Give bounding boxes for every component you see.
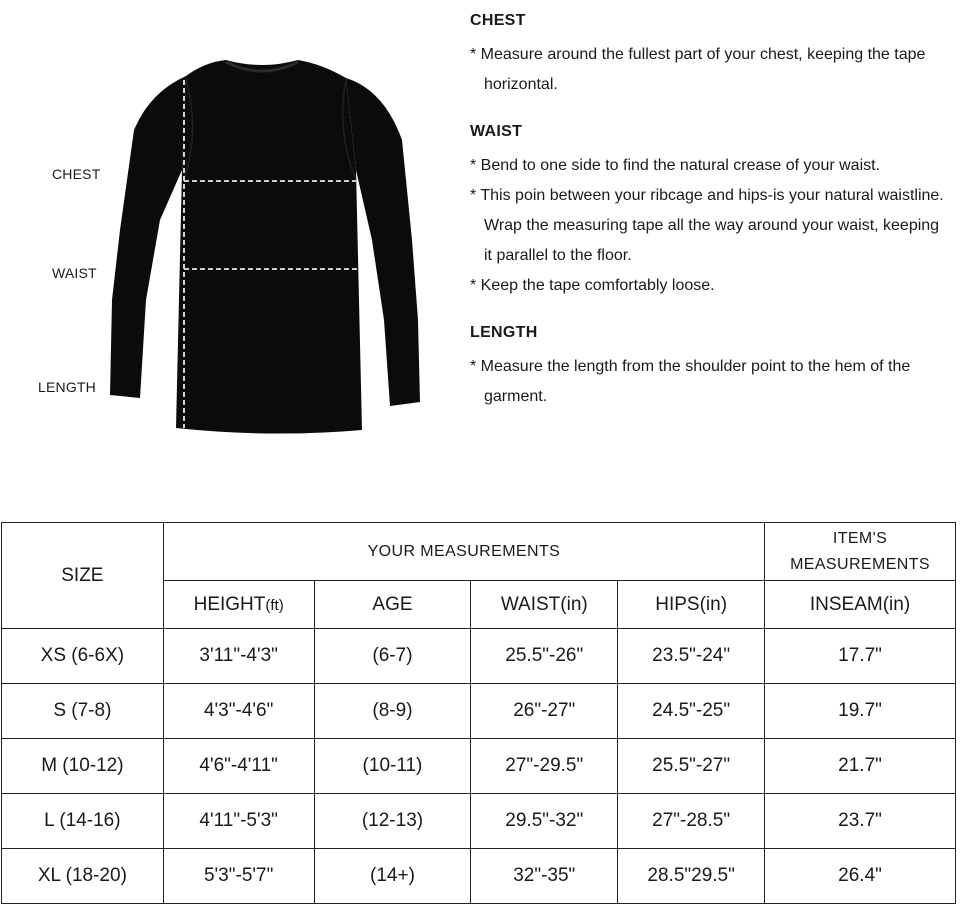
your-measurements-header: YOUR MEASUREMENTS xyxy=(163,523,764,581)
length-instructions xyxy=(470,324,950,412)
chest-heading: CHEST xyxy=(470,12,526,29)
items-measurements-header: ITEM'S MEASUREMENTS xyxy=(765,523,956,581)
age-cell: (6-7) xyxy=(314,629,471,684)
waist-heading: WAIST xyxy=(470,123,523,140)
waist-cell: 29.5"-32" xyxy=(471,794,618,849)
size-cell: XS (6-6X) xyxy=(2,629,164,684)
size-header: SIZE xyxy=(2,523,164,629)
table-row xyxy=(2,849,956,904)
height-cell: 5'3"-5'7" xyxy=(163,849,314,904)
length-heading: LENGTH xyxy=(470,324,538,341)
inseam-cell: 17.7" xyxy=(765,629,956,684)
waist-label: WAIST xyxy=(52,265,97,281)
height-cell: 4'6"-4'11" xyxy=(163,739,314,794)
length-label: LENGTH xyxy=(38,379,96,395)
age-cell: (12-13) xyxy=(314,794,471,849)
table-row xyxy=(2,739,956,794)
table-row xyxy=(2,629,956,684)
shirt-diagram xyxy=(0,0,460,470)
hips-cell: 24.5"-25" xyxy=(618,684,765,739)
waist-cell: 26"-27" xyxy=(471,684,618,739)
size-cell: XL (18-20) xyxy=(2,849,164,904)
waist-cell: 32"-35" xyxy=(471,849,618,904)
hips-cell: 28.5"29.5" xyxy=(618,849,765,904)
measuring-instructions xyxy=(470,12,950,435)
size-cell: M (10-12) xyxy=(2,739,164,794)
inseam-cell: 23.7" xyxy=(765,794,956,849)
waist-column-header: WAIST(in) xyxy=(471,581,618,629)
waist-cell: 25.5"-26" xyxy=(471,629,618,684)
table-row xyxy=(2,684,956,739)
age-cell: (10-11) xyxy=(314,739,471,794)
hips-cell: 27"-28.5" xyxy=(618,794,765,849)
inseam-column-header: INSEAM(in) xyxy=(765,581,956,629)
hips-cell: 25.5"-27" xyxy=(618,739,765,794)
hips-cell: 23.5"-24" xyxy=(618,629,765,684)
inseam-cell: 26.4" xyxy=(765,849,956,904)
hips-column-header: HIPS(in) xyxy=(618,581,765,629)
shirt-left-sleeve xyxy=(110,76,186,398)
height-column-header: HEIGHT(ft) xyxy=(163,581,314,629)
instruction-line: * Bend to one side to find the natural crease of your waist. xyxy=(470,157,881,174)
instruction-line: * This poin between your ribcage and hips-is your natural waistline. Wrap the measuring tape all the way around your waist, keeping it parallel to the floor. xyxy=(470,187,944,264)
inseam-cell: 21.7" xyxy=(765,739,956,794)
height-cell: 4'11"-5'3" xyxy=(163,794,314,849)
size-cell: S (7-8) xyxy=(2,684,164,739)
chest-label: CHEST xyxy=(52,166,101,182)
instruction-line: * Measure the length from the shoulder point to the hem of the garment. xyxy=(470,358,911,405)
height-cell: 4'3"-4'6" xyxy=(163,684,314,739)
size-chart-table xyxy=(1,522,956,904)
instruction-line: * Keep the tape comfortably loose. xyxy=(470,277,715,294)
shirt-illustration xyxy=(0,0,460,470)
inseam-cell: 19.7" xyxy=(765,684,956,739)
age-cell: (14+) xyxy=(314,849,471,904)
chest-instructions xyxy=(470,12,950,100)
shirt-body xyxy=(176,60,362,434)
instruction-line: * Measure around the fullest part of your chest, keeping the tape horizontal. xyxy=(470,46,926,93)
waist-cell: 27"-29.5" xyxy=(471,739,618,794)
age-column-header: AGE xyxy=(314,581,471,629)
waist-instructions xyxy=(470,123,950,301)
height-cell: 3'11"-4'3" xyxy=(163,629,314,684)
size-cell: L (14-16) xyxy=(2,794,164,849)
table-row xyxy=(2,794,956,849)
age-cell: (8-9) xyxy=(314,684,471,739)
